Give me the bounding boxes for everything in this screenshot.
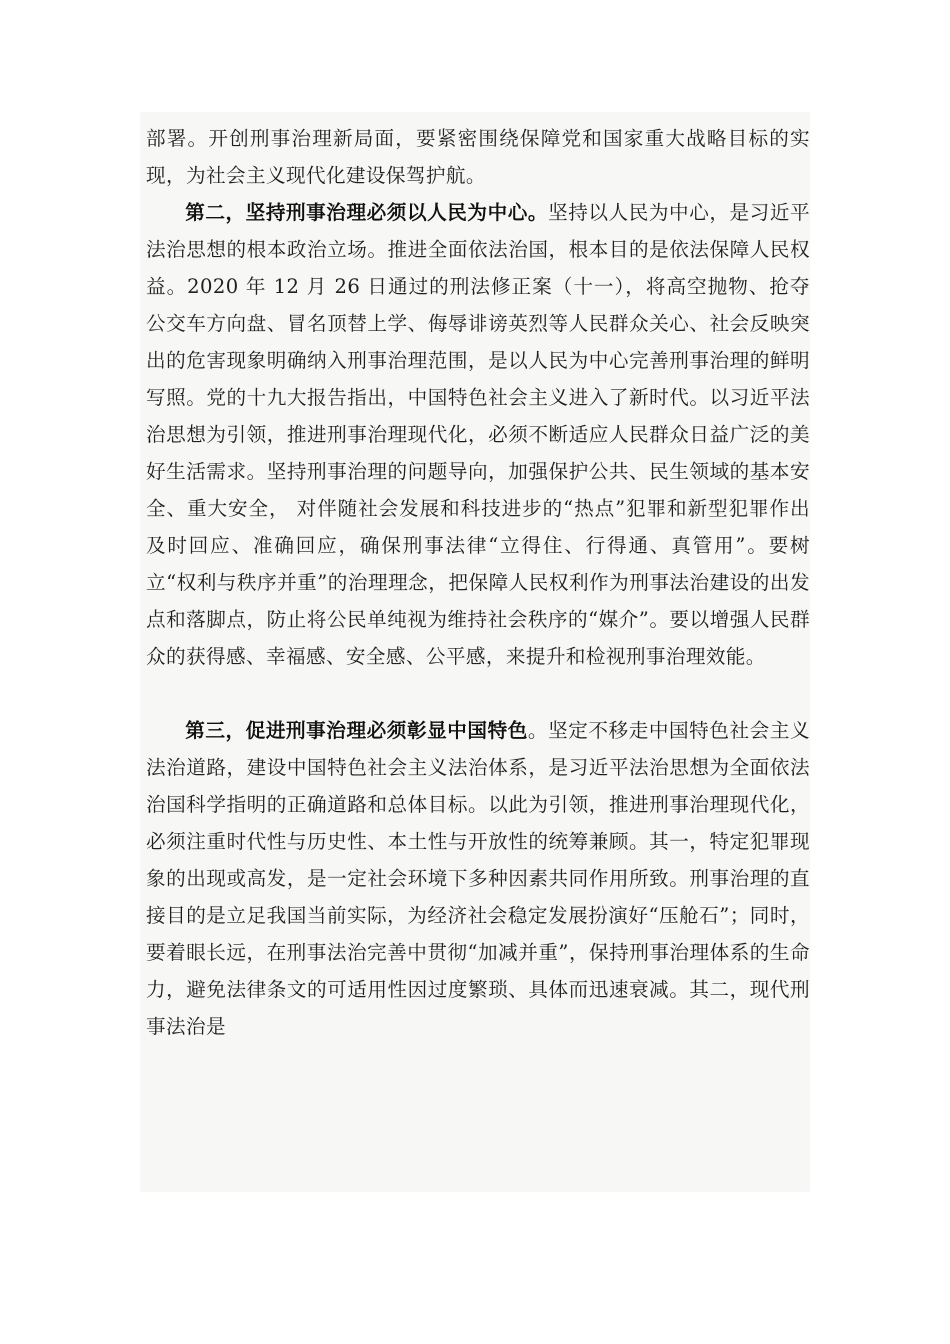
paragraph-text: 。坚定不移走中国特色社会主义法治道路，建设中国特色社会主义法治体系，是习近平法治思想为全面依法治国科学指明的正确道路和总体目标。以此为引领，推进刑事治理现代化，必须注重时代性与历史性、本土性与开放性的统筹兼顾。其一，特定犯罪现象的出现或高发，是一定社会环境下多种因素共同作用所致。刑事治理的直接目的是立足我国当前实际，为经济社会稳定发展扮演好“压舱石”；同时，要着眼长远，在刑事法治完善中贯彻“加减并重”，保持刑事治理体系的生命力，避免法律条文的可适用性因过度繁琐、具体而迅速衰减。其二，现代刑事法治是: [146, 719, 810, 1038]
paragraph-heading: 第二，坚持刑事治理必须以人民为中心。: [185, 201, 549, 224]
document-body: [146, 120, 810, 1045]
paragraph-continuation: [146, 120, 810, 194]
paragraph-text: 坚持以人民为中心，是习近平法治思想的根本政治立场。推进全面依法治国，根本目的是依法保障人民权益。2020 年 12 月 26 日通过的刑法修正案（十一），将高空抛物、抢夺公交车方向盘、冒名顶替上学、侮辱诽谤英烈等人民群众关心、社会反映突出的危害现象明确纳入刑事治理范围，是以人民为中心完善刑事治理的鲜明写照。党的十九大报告指出，中国特色社会主义进入了新时代。以习近平法治思想为引领，推进刑事治理现代化，必须不断适应人民群众日益广泛的美好生活需求。坚持刑事治理的问题导向，加强保护公共、民生领域的基本安全、重大安全， 对伴随社会发展和科技进步的“热点”犯罪和新型犯罪作出及时回应、准确回应，确保刑事法律“立得住、行得通、真管用”。要树立“权利与秩序并重”的治理理念，把保障人民权利作为刑事法治建设的出发点和落脚点，防止将公民单纯视为维持社会秩序的“媒介”。要以增强人民群众的获得感、幸福感、安全感、公平感，来提升和检视刑事治理效能。: [146, 201, 810, 668]
paragraph-third-point: [146, 712, 810, 1045]
paragraph-heading: 第三，促进刑事治理必须彰显中国特色: [185, 719, 528, 742]
document-page: [140, 112, 810, 1192]
paragraph-text: 部署。开创刑事治理新局面，要紧密围绕保障党和国家重大战略目标的实现，为社会主义现代化建设保驾护航。: [146, 127, 810, 187]
paragraph-second-point: [146, 194, 810, 675]
